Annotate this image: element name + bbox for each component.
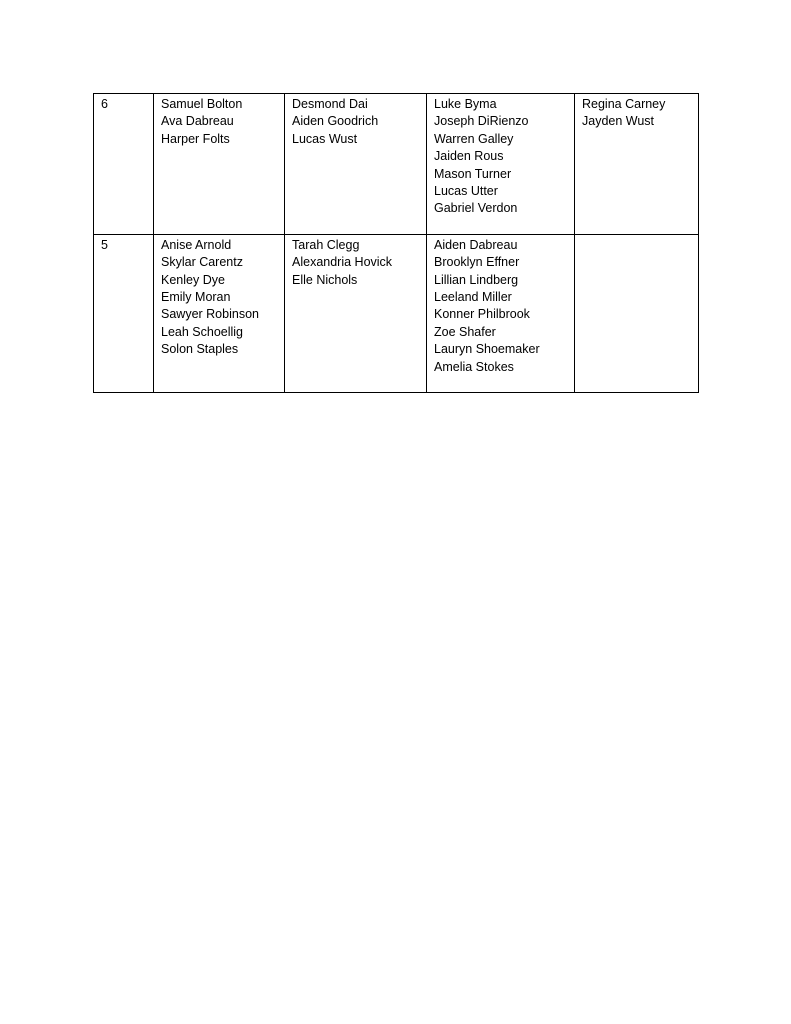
- table-row: [94, 94, 699, 235]
- names-cell: [154, 234, 285, 392]
- student-name: Brooklyn Effner: [434, 255, 520, 270]
- student-name: Amelia Stokes: [434, 359, 514, 374]
- student-name: Leah Schoellig: [161, 324, 244, 339]
- student-name: Konner Philbrook: [434, 307, 530, 322]
- student-name: Lucas Wust: [292, 131, 358, 146]
- student-name: Leeland Miller: [434, 290, 512, 305]
- student-name: Tarah Clegg: [292, 237, 360, 252]
- names-cell: [427, 94, 575, 235]
- names-cell: [575, 94, 699, 235]
- grade-cell: 5: [94, 234, 154, 392]
- student-name: Mason Turner: [434, 166, 512, 181]
- student-name: Emily Moran: [161, 290, 231, 305]
- student-name: Samuel Bolton: [161, 97, 243, 111]
- table-row: [94, 234, 699, 392]
- student-name: Lauryn Shoemaker: [434, 342, 540, 357]
- student-name: Gabriel Verdon: [434, 201, 518, 216]
- student-name: Aiden Goodrich: [292, 114, 379, 129]
- names-cell: [575, 234, 699, 392]
- student-name: Skylar Carentz: [161, 255, 243, 270]
- student-name: Regina Carney: [582, 97, 666, 111]
- student-name: Anise Arnold: [161, 237, 232, 252]
- student-name: Lillian Lindberg: [434, 272, 519, 287]
- student-name: Joseph DiRienzo: [434, 114, 529, 129]
- student-name: Warren Galley: [434, 131, 514, 146]
- student-name: Kenley Dye: [161, 272, 225, 287]
- student-name: Alexandria Hovick: [292, 255, 393, 270]
- student-name: Ava Dabreau: [161, 114, 234, 129]
- student-name: Zoe Shafer: [434, 324, 496, 339]
- student-name: Jayden Wust: [582, 114, 655, 129]
- student-name: Jaiden Rous: [434, 149, 504, 164]
- student-name: Solon Staples: [161, 342, 239, 357]
- names-cell: [285, 94, 427, 235]
- grade-cell: 6: [94, 94, 154, 235]
- roster-table: [93, 93, 699, 393]
- student-name: Luke Byma: [434, 97, 497, 111]
- names-cell: [154, 94, 285, 235]
- student-name: Elle Nichols: [292, 272, 358, 287]
- student-name: Sawyer Robinson: [161, 307, 259, 322]
- student-name: Aiden Dabreau: [434, 237, 518, 252]
- names-cell: [427, 234, 575, 392]
- student-name: Lucas Utter: [434, 184, 498, 199]
- names-cell: [285, 234, 427, 392]
- student-name: Desmond Dai: [292, 97, 368, 111]
- student-name: Harper Folts: [161, 131, 230, 146]
